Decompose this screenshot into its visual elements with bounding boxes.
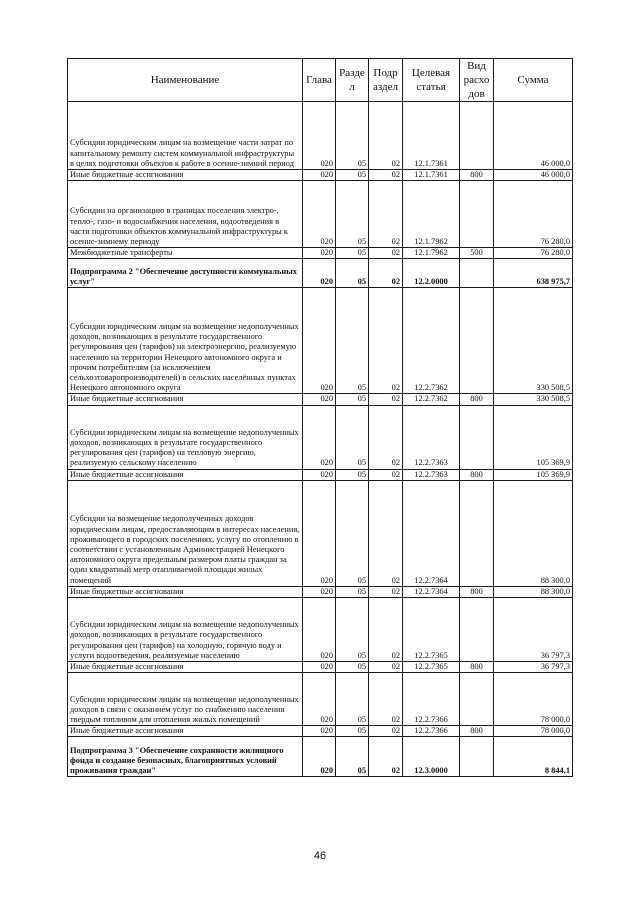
row-target: 12.3.0000 xyxy=(403,737,460,777)
row-target: 12.1.7962 xyxy=(403,248,460,259)
row-name: Иные бюджетные ассигнования xyxy=(68,170,303,181)
row-type xyxy=(460,181,494,248)
row-target: 12.2.7362 xyxy=(403,394,460,405)
row-razdel: 05 xyxy=(336,480,369,586)
row-glava: 020 xyxy=(303,102,336,170)
row-sum: 78 000,0 xyxy=(494,726,573,737)
table-row xyxy=(68,737,573,777)
header-type: Вид расхо дов xyxy=(460,59,494,102)
row-name: Субсидии юридическим лицам на возмещение недополученных доходов, возникающих в результате государственного регулирования цен (тарифов) на тепловую энергию, реализуемую сельскому населению xyxy=(68,405,303,469)
row-glava: 020 xyxy=(303,469,336,480)
row-type: 800 xyxy=(460,586,494,597)
row-target: 12.2.7365 xyxy=(403,598,460,662)
row-glava: 020 xyxy=(303,598,336,662)
row-podrazdel: 02 xyxy=(369,248,403,259)
row-target: 12.2.7366 xyxy=(403,673,460,726)
row-sum: 8 844,1 xyxy=(494,737,573,777)
table-row xyxy=(68,673,573,726)
row-target: 12.1.7962 xyxy=(403,181,460,248)
row-type: 800 xyxy=(460,726,494,737)
header-sum: Сумма xyxy=(494,59,573,102)
row-glava: 020 xyxy=(303,480,336,586)
row-name: Субсидии на организацию в границах поселения электро-, тепло-, газо- и водоснабжения населения, водоотведения в части подготовки объектов коммунальной инфраструктуры к осенне-зимнему периоду xyxy=(68,181,303,248)
row-type xyxy=(460,259,494,288)
header-glava: Глава xyxy=(303,59,336,102)
row-name: Иные бюджетные ассигнования xyxy=(68,586,303,597)
row-razdel: 05 xyxy=(336,394,369,405)
row-name: Субсидии юридическим лицам на возмещение недополученных доходов, возникающих в результате государственного регулирования цен (тарифов) на электроэнергию, реализуемую населению на территории Ненецкого автономного округа и прочим потребителям (за исключением сельхозтоваропроизводителей) в сельских населённых пунктах Ненецкого автономного округа xyxy=(68,288,303,394)
row-glava: 020 xyxy=(303,586,336,597)
row-podrazdel: 02 xyxy=(369,598,403,662)
row-razdel: 05 xyxy=(336,288,369,394)
table-row xyxy=(68,405,573,469)
row-sum: 36 797,3 xyxy=(494,662,573,673)
row-type xyxy=(460,480,494,586)
row-target: 12.1.7361 xyxy=(403,102,460,170)
table-header-row xyxy=(68,59,573,102)
row-podrazdel: 02 xyxy=(369,673,403,726)
row-glava: 020 xyxy=(303,248,336,259)
row-glava: 020 xyxy=(303,181,336,248)
row-razdel: 05 xyxy=(336,170,369,181)
row-type xyxy=(460,288,494,394)
row-name: Иные бюджетные ассигнования xyxy=(68,394,303,405)
table-row xyxy=(68,248,573,259)
header-razdel: Разде л xyxy=(336,59,369,102)
row-razdel: 05 xyxy=(336,248,369,259)
row-razdel: 05 xyxy=(336,673,369,726)
row-type xyxy=(460,673,494,726)
table-row xyxy=(68,102,573,170)
row-podrazdel: 02 xyxy=(369,102,403,170)
row-sum: 76 280,0 xyxy=(494,248,573,259)
table-row xyxy=(68,598,573,662)
row-type: 800 xyxy=(460,170,494,181)
table-row xyxy=(68,480,573,586)
row-razdel: 05 xyxy=(336,598,369,662)
row-podrazdel: 02 xyxy=(369,405,403,469)
row-sum: 36 797,3 xyxy=(494,598,573,662)
row-podrazdel: 02 xyxy=(369,259,403,288)
row-target: 12.2.7365 xyxy=(403,662,460,673)
table-row xyxy=(68,181,573,248)
header-podrazdel: Подр аздел xyxy=(369,59,403,102)
row-target: 12.2.7366 xyxy=(403,726,460,737)
table-row xyxy=(68,662,573,673)
row-podrazdel: 02 xyxy=(369,181,403,248)
table-row xyxy=(68,259,573,288)
row-razdel: 05 xyxy=(336,181,369,248)
row-name: Иные бюджетные ассигнования xyxy=(68,726,303,737)
row-sum: 330 508,5 xyxy=(494,394,573,405)
row-type xyxy=(460,598,494,662)
row-glava: 020 xyxy=(303,170,336,181)
row-razdel: 05 xyxy=(336,469,369,480)
row-name: Иные бюджетные ассигнования xyxy=(68,469,303,480)
table-row xyxy=(68,469,573,480)
row-target: 12.2.7362 xyxy=(403,288,460,394)
row-glava: 020 xyxy=(303,405,336,469)
row-name: Субсидии на возмещение недополученных доходов юридическим лицам, предоставляющим в интересах населения, проживающего в городских поселениях, услугу по отоплению в соответствии с установленным Администрацией Ненецкого автономного округа предельным размером платы граждан за один квадратный метр отапливаемой площади жилых помещений xyxy=(68,480,303,586)
row-target: 12.2.7364 xyxy=(403,586,460,597)
row-razdel: 05 xyxy=(336,405,369,469)
row-target: 12.2.7363 xyxy=(403,469,460,480)
row-target: 12.2.7363 xyxy=(403,405,460,469)
row-name: Субсидии юридическим лицам на возмещение недополученных доходов, возникающих в результате государственного регулирования цен (тарифов) на холодную, горячую воду и услуги водоотведения, реализуемые населению xyxy=(68,598,303,662)
row-razdel: 05 xyxy=(336,102,369,170)
table-row xyxy=(68,586,573,597)
row-glava: 020 xyxy=(303,662,336,673)
table-row xyxy=(68,288,573,394)
row-sum: 78 000,0 xyxy=(494,673,573,726)
row-sum: 638 975,7 xyxy=(494,259,573,288)
row-sum: 105 369,9 xyxy=(494,469,573,480)
row-type: 800 xyxy=(460,469,494,480)
row-name: Подпрограмма 3 "Обеспечение сохранности жилищного фонда и создание безопасных, благоприятных условий проживания граждан" xyxy=(68,737,303,777)
header-target: Целевая статья xyxy=(403,59,460,102)
row-razdel: 05 xyxy=(336,259,369,288)
row-sum: 330 508,5 xyxy=(494,288,573,394)
page-number: 46 xyxy=(313,850,327,862)
row-target: 12.2.7364 xyxy=(403,480,460,586)
row-type xyxy=(460,737,494,777)
row-name: Иные бюджетные ассигнования xyxy=(68,662,303,673)
row-glava: 020 xyxy=(303,259,336,288)
row-podrazdel: 02 xyxy=(369,170,403,181)
table-row xyxy=(68,726,573,737)
row-razdel: 05 xyxy=(336,726,369,737)
row-razdel: 05 xyxy=(336,737,369,777)
row-glava: 020 xyxy=(303,394,336,405)
row-type: 500 xyxy=(460,248,494,259)
row-type xyxy=(460,102,494,170)
row-target: 12.1.7361 xyxy=(403,170,460,181)
row-razdel: 05 xyxy=(336,662,369,673)
row-glava: 020 xyxy=(303,737,336,777)
table-row xyxy=(68,394,573,405)
table-row xyxy=(68,170,573,181)
header-name: Наименование xyxy=(68,59,303,102)
row-podrazdel: 02 xyxy=(369,480,403,586)
row-type: 800 xyxy=(460,394,494,405)
row-sum: 88 300,0 xyxy=(494,586,573,597)
row-podrazdel: 02 xyxy=(369,586,403,597)
budget-table xyxy=(67,58,573,777)
row-podrazdel: 02 xyxy=(369,469,403,480)
row-name: Субсидии юридическим лицам на возмещение части затрат по капитальному ремонту систем коммунальной инфраструктуры в целях подготовки объектов к работе в осенне-зимний период xyxy=(68,102,303,170)
row-type xyxy=(460,405,494,469)
row-glava: 020 xyxy=(303,726,336,737)
row-name: Подпрограмма 2 "Обеспечение доступности коммунальных услуг" xyxy=(68,259,303,288)
row-podrazdel: 02 xyxy=(369,288,403,394)
row-name: Субсидии юридическим лицам на возмещение недополученных доходов в связи с оказанием услуг по снабжению населения твердым топливом для отопления жилых помещений xyxy=(68,673,303,726)
row-podrazdel: 02 xyxy=(369,737,403,777)
row-podrazdel: 02 xyxy=(369,662,403,673)
row-podrazdel: 02 xyxy=(369,394,403,405)
row-sum: 105 369,9 xyxy=(494,405,573,469)
row-sum: 46 000,0 xyxy=(494,102,573,170)
row-sum: 76 280,0 xyxy=(494,181,573,248)
row-sum: 46 000,0 xyxy=(494,170,573,181)
row-glava: 020 xyxy=(303,673,336,726)
row-sum: 88 300,0 xyxy=(494,480,573,586)
row-glava: 020 xyxy=(303,288,336,394)
row-podrazdel: 02 xyxy=(369,726,403,737)
row-type: 800 xyxy=(460,662,494,673)
row-target: 12.2.0000 xyxy=(403,259,460,288)
row-razdel: 05 xyxy=(336,586,369,597)
row-name: Межбюджетные трансферты xyxy=(68,248,303,259)
